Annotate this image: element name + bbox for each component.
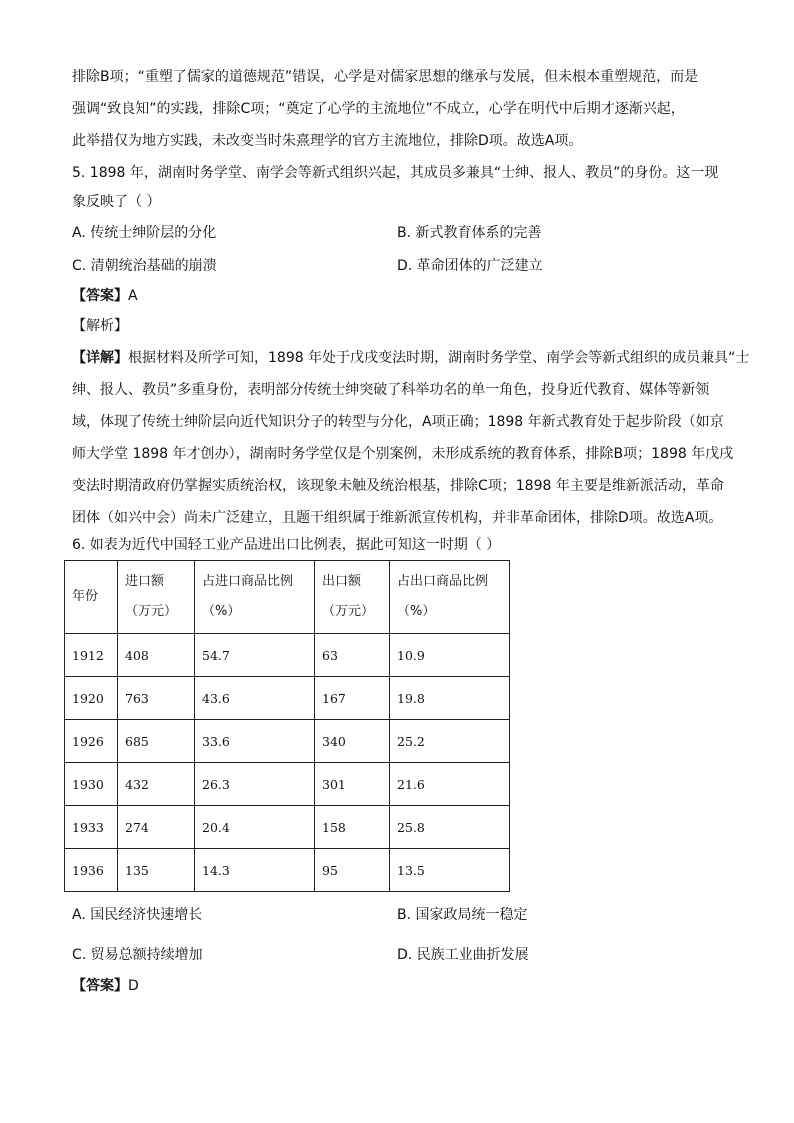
header-import-pct-l1: 占进口商品比例 [202, 574, 294, 589]
q6-answer-tag: 【答案】 [72, 978, 128, 994]
q6-option-b: B. 国家政局统一稳定 [397, 907, 528, 923]
cell-import-pct: 14.3 [195, 849, 315, 892]
q5-detail-line-1 [72, 348, 749, 368]
cell-import-pct: 26.3 [195, 763, 315, 806]
q5-detail-line-2: 绅、报人、教员”多重身份，表明部分传统士绅突破了科举功名的单一角色，投身近代教育、媒体等新领 [72, 382, 710, 398]
cell-export-pct: 25.2 [390, 720, 510, 763]
cell-import: 274 [118, 806, 195, 849]
cell-import: 408 [118, 634, 195, 677]
header-import-l2: （万元） [125, 604, 178, 619]
prev-analysis-line-1: 排除B项；“重塑了儒家的道德规范”错误，心学是对儒家思想的继承与发展，但未根本重塑规范，而是 [72, 69, 699, 85]
cell-export: 301 [315, 763, 390, 806]
cell-year: 1920 [65, 677, 118, 720]
cell-export-pct: 19.8 [390, 677, 510, 720]
cell-import-pct: 20.4 [195, 806, 315, 849]
cell-year: 1912 [65, 634, 118, 677]
header-import-l1: 进口额 [125, 574, 165, 589]
q5-option-a: A. 传统士绅阶层的分化 [72, 225, 217, 241]
cell-import-pct: 33.6 [195, 720, 315, 763]
q5-detail-line-6: 团体（如兴中会）尚未广泛建立，且题干组织属于维新派宣传机构，并非革命团体，排除D项。故选A项。 [72, 510, 723, 526]
prev-analysis-line-2: 强调“致良知”的实践，排除C项；“奠定了心学的主流地位”不成立，心学在明代中后期才逐渐兴起， [72, 101, 685, 117]
cell-export-pct: 21.6 [390, 763, 510, 806]
header-import-pct-l2: （%） [202, 604, 241, 619]
table-header-row [65, 561, 510, 634]
q6-option-c: C. 贸易总额持续增加 [72, 947, 203, 963]
q5-detail-line-4: 师大学堂 1898 年才创办），湖南时务学堂仅是个别案例，未形成系统的教育体系，排除B项；1898 年戊戌 [72, 446, 734, 462]
q5-answer-value: A [128, 288, 138, 304]
q5-detail-text-1: 根据材料及所学可知，1898 年处于戊戌变法时期，湖南时务学堂、南学会等新式组织的成员兼具“士 [128, 350, 750, 366]
cell-export-pct: 25.8 [390, 806, 510, 849]
table-row [65, 763, 510, 806]
header-export-pct-l1: 占出口商品比例 [397, 574, 489, 589]
header-year: 年份 [65, 561, 118, 634]
cell-export-pct: 13.5 [390, 849, 510, 892]
q6-answer [72, 976, 139, 996]
table-row [65, 720, 510, 763]
q5-detail-tag: 【详解】 [72, 350, 128, 366]
header-export-l2: （万元） [322, 604, 375, 619]
cell-import: 135 [118, 849, 195, 892]
header-export [315, 561, 390, 634]
header-export-pct [390, 561, 510, 634]
header-import [118, 561, 195, 634]
q5-analysis-tag: 【解析】 [72, 318, 128, 334]
q5-answer-tag: 【答案】 [72, 288, 128, 304]
cell-year: 1936 [65, 849, 118, 892]
prev-analysis-line-3: 此举措仅为地方实践，未改变当时朱熹理学的官方主流地位，排除D项。故选A项。 [72, 133, 583, 149]
q5-option-b: B. 新式教育体系的完善 [397, 225, 542, 241]
cell-year: 1930 [65, 763, 118, 806]
q5-stem-line-2: 象反映了（ ） [72, 194, 161, 210]
cell-import: 685 [118, 720, 195, 763]
q5-detail-line-3: 域，体现了传统士绅阶层向近代知识分子的转型与分化，A项正确；1898 年新式教育处于起步阶段（如京 [72, 414, 724, 430]
cell-import: 763 [118, 677, 195, 720]
trade-table [64, 560, 510, 892]
table-row [65, 634, 510, 677]
q5-answer [72, 286, 138, 306]
q5-detail-line-5: 变法时期清政府仍掌握实质统治权，该现象未触及统治根基，排除C项；1898 年主要是维新派活动，革命 [72, 478, 724, 494]
table-row [65, 806, 510, 849]
cell-export: 158 [315, 806, 390, 849]
header-export-pct-l2: （%） [397, 604, 436, 619]
q6-stem: 6. 如表为近代中国轻工业产品进出口比例表，据此可知这一时期（ ） [72, 537, 501, 553]
q5-stem-line-1: 5. 1898 年，湖南时务学堂、南学会等新式组织兴起，其成员多兼具“士绅、报人、教员”的身份。这一现 [72, 165, 719, 181]
header-export-l1: 出口额 [322, 574, 362, 589]
cell-export: 63 [315, 634, 390, 677]
q5-option-d: D. 革命团体的广泛建立 [397, 258, 543, 274]
cell-year: 1926 [65, 720, 118, 763]
cell-import-pct: 54.7 [195, 634, 315, 677]
cell-import-pct: 43.6 [195, 677, 315, 720]
cell-export: 340 [315, 720, 390, 763]
table-row [65, 849, 510, 892]
q5-option-c: C. 清朝统治基础的崩溃 [72, 258, 217, 274]
cell-export: 167 [315, 677, 390, 720]
cell-import: 432 [118, 763, 195, 806]
header-import-pct [195, 561, 315, 634]
cell-export-pct: 10.9 [390, 634, 510, 677]
q6-option-a: A. 国民经济快速增长 [72, 907, 203, 923]
table-row [65, 677, 510, 720]
q6-answer-value: D [128, 978, 139, 994]
q6-option-d: D. 民族工业曲折发展 [397, 947, 529, 963]
cell-year: 1933 [65, 806, 118, 849]
cell-export: 95 [315, 849, 390, 892]
